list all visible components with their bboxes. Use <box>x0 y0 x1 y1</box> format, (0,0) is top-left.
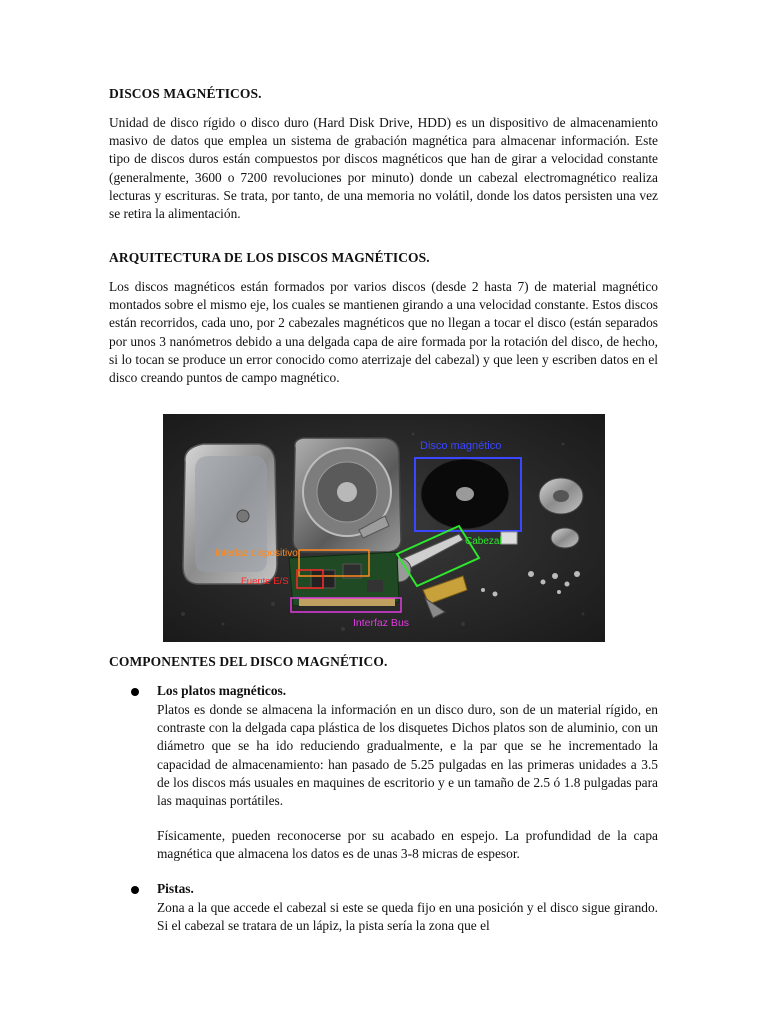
item-title-platos: Los platos magnéticos. <box>157 683 287 698</box>
label-interfaz-bus: Interfaz Bus <box>353 617 410 629</box>
hdd-top-cover <box>183 444 277 584</box>
heading-discos-magneticos: DISCOS MAGNÉTICOS. <box>109 86 262 101</box>
label-fuente: Fuente E/S <box>241 576 289 587</box>
paragraph-platos-2: Físicamente, pueden reconocerse por su acabado en espejo. La profundidad de la capa magnética que almacena los datos es de unas 3-8 micras de espesor. <box>157 828 658 862</box>
hdd-components-photo <box>163 414 605 642</box>
paragraph-platos-1: Platos es donde se almacena la información en un disco duro, son de un material rígido, en contraste con la delgada capa plástica de los disquetes Dichos platos son de aluminio, con un diámetro que se ha ido reduciendo gradualmente, e la par que se he incrementado la capacidad de almacenamiento: han pasado de 5.25 pulgadas en las primeras unidades a 3.5 de los discos más usuales en maquines de escritorio y e un tamaño de 2.5 ó 1.8 pulgadas para las maquinas portátiles. <box>157 702 658 809</box>
paragraph-discos-intro: Unidad de disco rígido o disco duro (Hard Disk Drive, HDD) es un dispositivo de almacenamiento masivo de datos que emplea un sistema de grabación magnética para almacenar información. Este tipo de discos duros están compuestos por discos magnéticos que han de girar a velocidad constante (generalmente, 3600 o 7200 revoluciones por minuto) donde un cabezal electromagnético realiza lecturas y escrituras. Se trata, por tanto, de una memoria no volátil, donde los datos persisten una vez se retira la alimentación. <box>109 115 658 222</box>
label-disco-magnetico: Disco magnético <box>420 440 502 452</box>
heading-arquitectura: ARQUITECTURA DE LOS DISCOS MAGNÉTICOS. <box>109 250 430 265</box>
label-cabezal: Cabezal <box>465 536 502 547</box>
hdd-base <box>293 438 401 552</box>
bullet-icon <box>131 886 139 894</box>
item-title-pistas: Pistas. <box>157 881 194 896</box>
paragraph-pistas: Zona a la que accede el cabezal si este se queda fijo en una posición y el disco sigue girando. Si el cabezal se tratara de un lápiz, la pista sería la zona que el <box>157 900 658 934</box>
paragraph-arquitectura: Los discos magnéticos están formados por varios discos (desde 2 hasta 7) de material magnético montados sobre el mismo eje, los cuales se mantienen girando a una velocidad constante. Estos discos están recorridos, cada uno, por 2 cabezales magnéticos que no llegan a tocar el disco (están separados por unos 3 nanómetros debido a una delgada capa de aire formada por la rotación del disco, de hecho, si lo tocan se produce un error conocido como aterrizaje del cabezal) y que leen y escriben datos en el disco creando puntos de campo magnético. <box>109 279 658 386</box>
bullet-icon <box>131 688 139 696</box>
magnetic-platter <box>421 459 509 529</box>
label-interfaz-dispositivo: Interfaz dispositivo <box>215 548 298 559</box>
heading-componentes: COMPONENTES DEL DISCO MAGNÉTICO. <box>109 654 388 669</box>
